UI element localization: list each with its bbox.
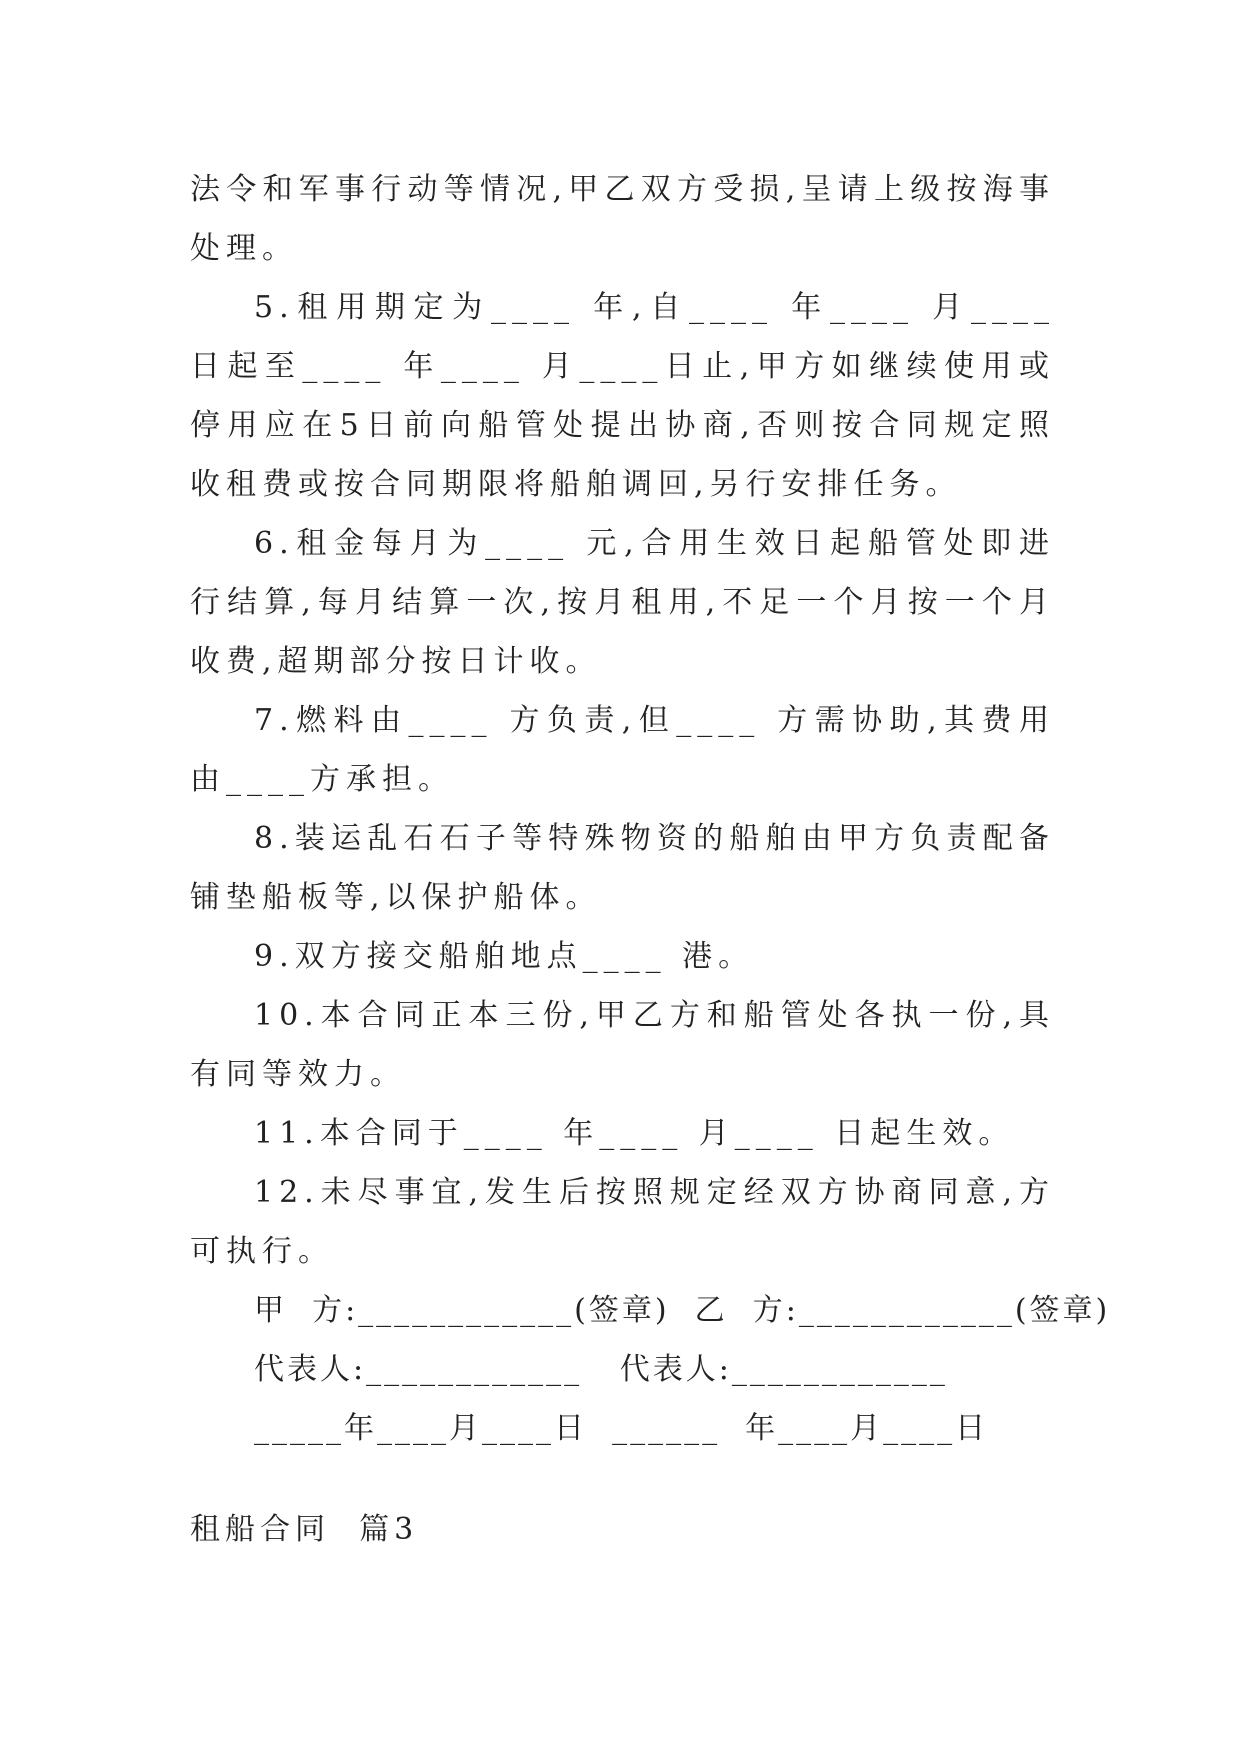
clause-8-special-cargo: 8.装运乱石石子等特殊物资的船舶由甲方负责配备铺垫船板等,以保护船体。 [190, 821, 1055, 915]
signature-parties-line: 甲 方:____________(签章) 乙 方:____________(签章) [254, 1293, 1111, 1328]
section-title: 租船合同 篇3 [190, 1512, 419, 1547]
clause-6-rent: 6.租金每月为____ 元,合用生效日起船管处即进行结算,每月结算一次,按月租用,不足一个月按一个月收费,超期部分按日计收。 [190, 526, 1055, 679]
signature-dates-line: _____年____月____日 ______ 年____月____日 [254, 1411, 989, 1446]
clause-5-rental-period: 5.租用期定为____ 年,自____ 年____ 月____ 日起至____ 年____ 月____日止,甲方如继续使用或停用应在5日前向船管处提出协商,否则按合同规定照收租费或按合同期限将船舶调回,另行安排任务。 [190, 290, 1071, 502]
signature-representatives-line: 代表人:____________ 代表人:____________ [254, 1352, 948, 1387]
paragraph-continuation: 法令和军事行动等情况,甲乙双方受损,呈请上级按海事处理。 [190, 172, 1055, 266]
clause-10-copies: 10.本合同正本三份,甲乙方和船管处各执一份,具有同等效力。 [190, 998, 1055, 1092]
clause-7-fuel: 7.燃料由____ 方负责,但____ 方需协助,其费用由____方承担。 [190, 703, 1055, 797]
signature-block [190, 1281, 1111, 1458]
clause-9-handover-location: 9.双方接交船舶地点____ 港。 [254, 939, 755, 974]
contract-body [190, 160, 1111, 1458]
clause-11-effective-date: 11.本合同于____ 年____ 月____ 日起生效。 [254, 1116, 1015, 1151]
clause-12-other-matters: 12.未尽事宜,发生后按照规定经双方协商同意,方可执行。 [190, 1175, 1055, 1269]
